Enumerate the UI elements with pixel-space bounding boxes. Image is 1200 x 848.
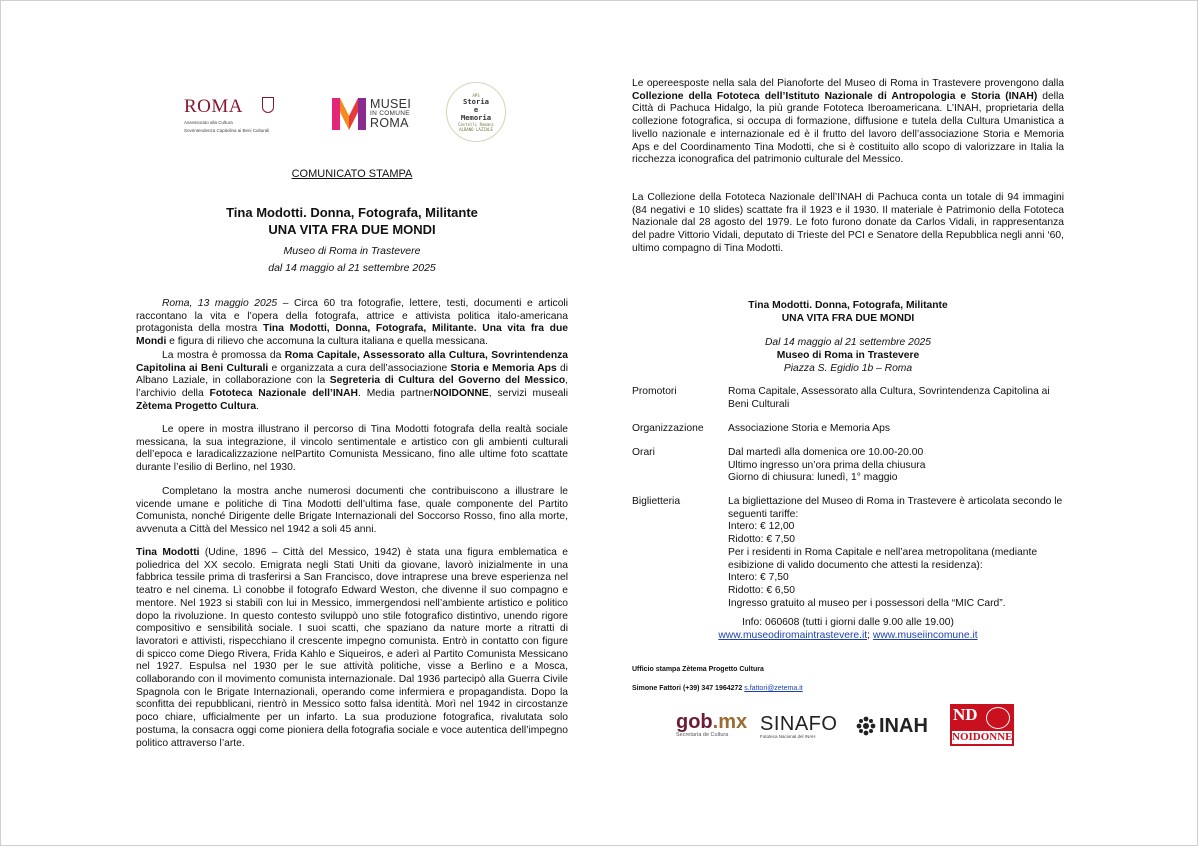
info-venue: Museo di Roma in Trastevere (776, 350, 920, 361)
left-p2-text-6: , servizi museali (488, 388, 568, 400)
inah-logo-main: INAH (879, 715, 928, 737)
info-title: Tina Modotti. Donna, Fotografa, Militante (748, 300, 948, 311)
left-p2-bold-2: Storia e Memoria Aps (450, 362, 557, 374)
press-email-link[interactable]: s.fattori@zetema.it (744, 685, 803, 692)
orari-value (728, 447, 1064, 485)
left-p2-text-7: . (256, 400, 260, 412)
promotori-label: Promotori (632, 386, 677, 397)
organizzazione-label: Organizzazione (632, 423, 704, 434)
info-subtitle: UNA VITA FRA DUE MONDI (781, 313, 915, 324)
noidonne-logo-bottom: NOIDONNE (952, 731, 1013, 743)
organizzazione-value: Associazione Storia e Memoria Aps (728, 423, 890, 434)
noidonne-logo (950, 704, 1014, 746)
right-p1-text-1: Le opereesposte nella sala del Pianoforte del Museo di Roma in Trastevere provengono dalla (632, 78, 1064, 89)
links-separator: ; (867, 630, 873, 641)
right-p1-bold-1: Collezione della Fototeca dell’Istituto Nazionale di Antropologia e Storia (INAH) (632, 90, 1038, 102)
roma-logo-word: ROMA (184, 96, 244, 117)
sinafo-logo-main: SINAFO (760, 713, 838, 735)
orari-line-2: Ultimo ingresso un’ora prima della chiusura (728, 459, 926, 471)
exhibition-subtitle: UNA VITA FRA DUE MONDI (268, 222, 436, 237)
left-p2-bold-4: Fototeca Nazionale dell’INAH (209, 388, 358, 400)
biglietteria-label: Biglietteria (632, 496, 681, 507)
right-paragraph-1 (632, 78, 1064, 167)
musei-in-comune-logo (332, 98, 411, 130)
sinafo-logo (760, 714, 837, 740)
sinafo-logo-sub: Fototeca Nacional del INAH (760, 734, 816, 739)
left-p2-text-3: di Albano Laziale, in collaborazione con la (136, 362, 568, 387)
left-paragraph-4: Completano la mostra anche numerosi documenti che contribuiscono a illustrare le vicende umane e politiche di Tina Modotti dell’ultima fase, quale componente del Partito Comunista, nonché Dirigente delle Brigate Internazionali del Soccorso Rosso, fino alla morte, avvenuta a Città del Messico nel 1942 a soli 45 anni. (136, 486, 568, 536)
noidonne-logo-top: ND (953, 705, 978, 724)
left-p2-bold-3: Segreteria di Cultura del Governo del Messico (329, 375, 566, 387)
info-phone: Info: 060608 (tutti i giorni dalle 9.00 alle 19.00) (742, 617, 954, 628)
musei-logo-line3: ROMA (370, 116, 409, 130)
promotori-value: Roma Capitale, Assessorato alla Cultura, Sovrintendenza Capitolina ai Beni Culturali (728, 386, 1050, 410)
storia-logo-line4: Castelli Romani (457, 121, 495, 127)
left-p1-bold-1: Tina Modotti, Donna, Fotografa, Militante. Una vita fra due Mondi (136, 323, 568, 348)
left-p1-text-1: – Circa 60 tra fotografie, lettere, testi, documenti e articoli raccontano la vita e l’opera della fotografa, attrice e attivista politica italo-americana protagonista della mostra (136, 298, 569, 335)
exhibition-title: Tina Modotti. Donna, Fotografa, Militante (226, 205, 478, 220)
inah-emblem-icon (856, 716, 876, 736)
left-p2-text-1: La mostra è promossa da (162, 350, 285, 361)
info-dates: Dal 14 maggio al 21 settembre 2025 (765, 337, 931, 348)
gob-mx-logo (676, 712, 747, 739)
exhibition-dates: dal 14 maggio al 21 settembre 2025 (268, 262, 436, 274)
gob-logo-sub: Secretaría de Cultura (676, 732, 729, 738)
noidonne-portrait-icon (986, 707, 1010, 729)
press-office-title: Ufficio stampa Zètema Progetto Cultura (632, 666, 764, 673)
biglietteria-line-3: Ridotto: € 7,50 (728, 534, 795, 546)
biglietteria-value (728, 496, 1064, 610)
biglietteria-line-1: La bigliettazione del Museo di Roma in Trastevere è articolata secondo le seguenti tariffe: (728, 496, 1063, 520)
orari-line-3: Giorno di chiusura: lunedì, 1° maggio (728, 472, 898, 484)
musei-m-icon (332, 98, 366, 130)
left-p5-text-1: (Udine, 1896 – Città del Messico, 1942) è stata una figura emblematica e poliedrica del XX secolo. Emigrata negli Stati Uniti da giovane, lavorò inizialmente in una fabbrica tessile prima di trasferirsi a San Francisco, dove intraprese una breve esperienza nel teatro e nel cinema. Lì conobbe il fotografo Edward Weston, che divenne il suo compagno e mentore. Nel 1923 si stabilì con lui in Messico, immergendosi nell’ambiente artistico e politico dopo la rivoluzione. In questo contesto sviluppò uno stile fotografico distintivo, unendo rigore compositivo e sensibilità sociale. I suoi scatti, che spaziano da nature morte a ritratti di lavoratori e attivisti, rispecchiano il crescente impegno comunista. Entrò in contatto con figure di spicco come Diego Rivera, Frida Kahlo e Siqueiros, e aderì al Partito Comunista Messicano nel 1927. Espulsa nel 1930 per le sue attività politiche, visse a Berlino e a Mosca, collaborando con il movimento comunista internazionale. Dal 1936 partecipò alla Guerra Civile Spagnola con le Brigate Internazionali, operando come infermiera e propagandista. Dopo la sconfitta dei repubblicani, rientrò in Messico sotto falsa identità. Morì nel 1942 in circostanze poco chiare, ufficialmente per un infarto. La sua produzione fotografica, rivalutata solo postuma, la consacra oggi come pioniera della fotografia sociale e voce autentica dell’impegno politico attraverso l’arte. (136, 547, 568, 749)
roma-logo-sub1: Assessorato alla Cultura (184, 120, 233, 125)
musei-in-comune-link[interactable]: www.museiincomune.it (872, 630, 978, 641)
left-p2-bold-6: Zètema Progetto Cultura (136, 400, 257, 412)
right-p1-text-2: della Città di Pachuca Hidalgo, la più grande Fototeca Iberoamericana. L’INAH, proprietaria della collezione fotografica, si occupa di formazione, diffusione e tutela della Cultura Umanistica a livello nazionale e internazionale ed è il frutto del lavoro dell’associazione Storia e Memoria Aps e del Coordinamento Tina Modotti, che si è costituito allo scopo di valorizzare in Italia la ricchezza iconografica del patrimonio culturale del Messico. (632, 90, 1064, 166)
left-p2-text-5: . Media partner (358, 388, 434, 400)
musei-logo-line1: MUSEI (370, 96, 412, 111)
storia-logo-aps: APS (472, 92, 480, 98)
musei-logo-line2: IN COMUNE (370, 110, 410, 117)
storia-e-memoria-logo (446, 82, 506, 142)
press-release-heading: COMUNICATO STAMPA (291, 168, 413, 180)
left-p2-text-2: e organizzata a cura dell’associazione (268, 362, 451, 374)
left-paragraph-5 (136, 547, 568, 750)
inah-logo (856, 714, 928, 738)
left-p2-bold-1: Roma Capitale, Assessorato alla Cultura, Sovrintendenza Capitolina ai Beni Culturali (136, 350, 568, 374)
press-office-contact (632, 684, 803, 693)
biglietteria-line-6: Ridotto: € 6,50 (728, 584, 795, 596)
biglietteria-line-7: Ingresso gratuito al museo per i possessori della “MIC Card”. (728, 597, 1006, 609)
left-p2-bold-5: NOIDONNE (433, 388, 489, 400)
left-paragraph-1 (136, 298, 568, 349)
roma-shield-icon (262, 97, 274, 113)
storia-logo-line5: ALBANO LAZIALE (459, 126, 493, 132)
storia-logo-line1: Storia (463, 96, 489, 106)
biglietteria-line-2: Intero: € 12,00 (728, 521, 795, 533)
biglietteria-line-5: Intero: € 7,50 (728, 572, 789, 584)
left-p5-bold-1: Tina Modotti (136, 547, 200, 558)
biglietteria-line-4: Per i residenti in Roma Capitale e nell’area metropolitana (mediante esibizione di valido documento che attesti la residenza): (728, 546, 1038, 571)
press-contact-text: Simone Fattori (+39) 347 1964272 (632, 685, 745, 692)
museo-trastevere-link[interactable]: www.museodiromaintrastevere.it (718, 630, 868, 641)
left-p2-text-4: , l’archivio della (136, 375, 568, 400)
storia-logo-line3: Memoria (460, 112, 492, 122)
left-p1-text-2: e figura di rilievo che accomuna la cultura italiana e quella messicana. (166, 336, 488, 348)
info-links (632, 630, 1064, 643)
left-paragraph-3: Le opere in mostra illustrano il percorso di Tina Modotti fotografa della realtà sociale messicana, la sua integrazione, il vincolo sentimentale e artistico con gli ambienti culturali dell’epoca e laradicalizzazione nelPartito Comunista Messicano, fino alle ultime foto scattate durante l’esilio di Berlino, nel 1930. (136, 424, 568, 474)
gob-logo-main: gob (676, 711, 713, 733)
release-date: Roma, 13 maggio 2025 (162, 298, 278, 309)
storia-logo-line2: e (473, 104, 479, 114)
roma-logo-sub2: Sovrintendenza Capitolina ai Beni Culturali (184, 127, 270, 133)
info-address: Piazza S. Egidio 1b – Roma (783, 363, 913, 374)
gob-logo-mx: .mx (712, 711, 748, 733)
roma-logo (184, 96, 269, 133)
exhibition-venue: Museo di Roma in Trastevere (283, 245, 421, 257)
orari-label: Orari (632, 447, 655, 458)
left-paragraph-2 (136, 350, 568, 414)
orari-line-1: Dal martedì alla domenica ore 10.00-20.00 (728, 447, 924, 458)
right-paragraph-2: La Collezione della Fototeca Nazionale dell’INAH di Pachuca conta un totale di 94 immagini (84 negativi e 10 slides) scattate fra il 1923 e il 1930. Il materiale è Patrimonio della Fototeca Nazionale dal 28 agosto del 1979. Le foto furono donate da Carlos Vidali, in rappresentanza del padre Vittorio Vidali, deputato di Trieste del PCI e Senatore della Repubblica negli anni ‘60, ultimo compagno di Tina Modotti. (632, 192, 1064, 254)
